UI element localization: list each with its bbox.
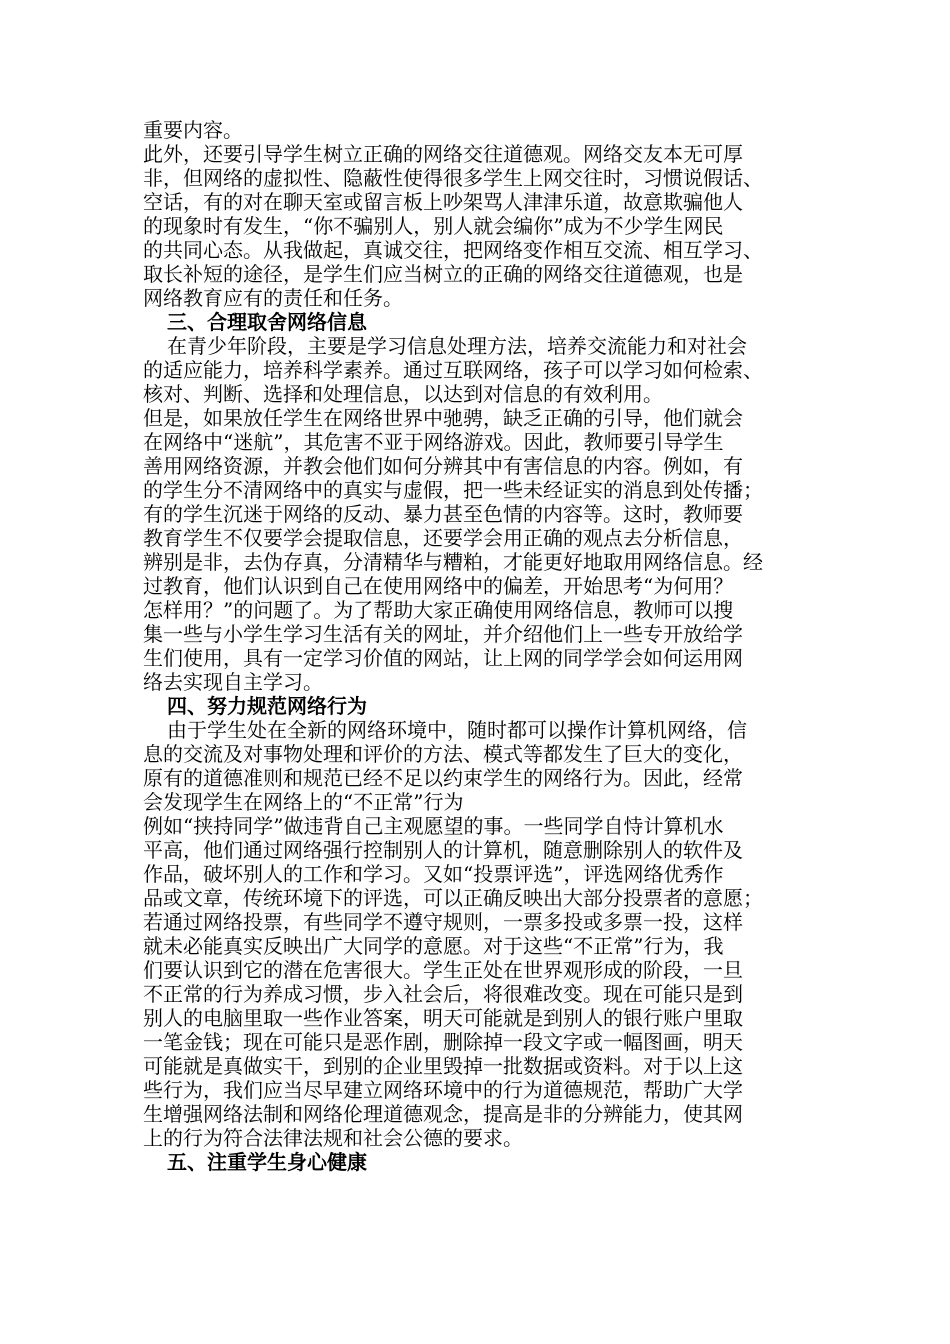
paragraph-line: 原有的道德准则和规范已经不足以约束学生的网络行为。因此，经常: [143, 766, 743, 790]
paragraph-line: 由于学生处在全新的网络环境中，随时都可以操作计算机网络，信: [167, 718, 747, 742]
paragraph-line: 空话，有的对在聊天室或留言板上吵架骂人津津乐道，故意欺骗他人: [143, 190, 743, 214]
paragraph-line: 的适应能力，培养科学素养。通过互联网络，孩子可以学习如何检索、: [143, 358, 763, 382]
paragraph-line: 例如“挟持同学”做违背自己主观愿望的事。一些同学自恃计算机水: [143, 814, 724, 838]
paragraph-line: 善用网络资源，并教会他们如何分辨其中有害信息的内容。例如，有: [143, 454, 743, 478]
paragraph-line: 怎样用？”的问题了。为了帮助大家正确使用网络信息，教师可以搜: [143, 598, 734, 622]
paragraph-line: 在网络中“迷航”，其危害不亚于网络游戏。因此，教师要引导学生: [143, 430, 724, 454]
paragraph-line: 不正常的行为养成习惯，步入社会后，将很难改变。现在可能只是到: [143, 982, 743, 1006]
paragraph-line: 但是，如果放任学生在网络世界中驰骋，缺乏正确的引导，他们就会: [143, 406, 743, 430]
paragraph-line: 就未必能真实反映出广大同学的意愿。对于这些“不正常”行为，我: [143, 934, 724, 958]
paragraph-line: 过教育，他们认识到自己在使用网络中的偏差，开始思考“为何用？: [143, 574, 734, 598]
document-page: [143, 118, 811, 1174]
paragraph-line: 品或文章，传统环境下的评选，可以正确反映出大部分投票者的意愿；: [143, 886, 763, 910]
section-heading: 五、注重学生身心健康: [167, 1150, 367, 1174]
paragraph-line: 会发现学生在网络上的“不正常”行为: [143, 790, 464, 814]
paragraph-line: 生们使用，具有一定学习价值的网站，让上网的同学学会如何运用网: [143, 646, 743, 670]
section-heading: 三、合理取舍网络信息: [167, 310, 367, 334]
paragraph-line: 别人的电脑里取一些作业答案，明天可能就是到别人的银行账户里取: [143, 1006, 743, 1030]
document-body: [143, 118, 811, 1174]
paragraph-line: 核对、判断、选择和处理信息，以达到对信息的有效利用。: [143, 382, 663, 406]
paragraph-line: 的共同心态。从我做起，真诚交往，把网络变作相互交流、相互学习、: [143, 238, 763, 262]
paragraph-line: 取长补短的途径，是学生们应当树立的正确的网络交往道德观，也是: [143, 262, 743, 286]
paragraph-line: 的现象时有发生，“你不骗别人，别人就会编你”成为不少学生网民: [143, 214, 724, 238]
paragraph-line: 上的行为符合法律法规和社会公德的要求。: [143, 1126, 523, 1150]
paragraph-line: 生增强网络法制和网络伦理道德观念，提高是非的分辨能力，使其网: [143, 1102, 743, 1126]
paragraph-line: 非，但网络的虚拟性、隐蔽性使得很多学生上网交往时，习惯说假话、: [143, 166, 763, 190]
paragraph-line: 网络教育应有的责任和任务。: [143, 286, 403, 310]
paragraph-line: 一笔金钱；现在可能只是恶作剧，删除掉一段文字或一幅图画，明天: [143, 1030, 743, 1054]
section-heading: 四、努力规范网络行为: [167, 694, 367, 718]
paragraph-line: 平高，他们通过网络强行控制别人的计算机，随意删除别人的软件及: [143, 838, 743, 862]
paragraph-line: 息的交流及对事物处理和评价的方法、模式等都发生了巨大的变化，: [143, 742, 743, 766]
paragraph-line: 此外，还要引导学生树立正确的网络交往道德观。网络交友本无可厚: [143, 142, 743, 166]
paragraph-line: 教育学生不仅要学会提取信息，还要学会用正确的观点去分析信息，: [143, 526, 743, 550]
paragraph-line: 辨别是非，去伪存真，分清精华与糟粕，才能更好地取用网络信息。经: [143, 550, 763, 574]
paragraph-line: 们要认识到它的潜在危害很大。学生正处在世界观形成的阶段，一旦: [143, 958, 743, 982]
paragraph-line: 重要内容。: [143, 118, 243, 142]
paragraph-line: 的学生分不清网络中的真实与虚假，把一些未经证实的消息到处传播；: [143, 478, 763, 502]
paragraph-line: 些行为，我们应当尽早建立网络环境中的行为道德规范，帮助广大学: [143, 1078, 743, 1102]
paragraph-line: 作品，破坏别人的工作和学习。又如“投票评选”，评选网络优秀作: [143, 862, 724, 886]
paragraph-line: 在青少年阶段，主要是学习信息处理方法，培养交流能力和对社会: [167, 334, 747, 358]
paragraph-line: 络去实现自主学习。: [143, 670, 323, 694]
paragraph-line: 可能就是真做实干，到别的企业里毁掉一批数据或资料。对于以上这: [143, 1054, 743, 1078]
paragraph-line: 集一些与小学生学习生活有关的网址，并介绍他们上一些专开放给学: [143, 622, 743, 646]
paragraph-line: 有的学生沉迷于网络的反动、暴力甚至色情的内容等。这时，教师要: [143, 502, 743, 526]
paragraph-line: 若通过网络投票，有些同学不遵守规则，一票多投或多票一投，这样: [143, 910, 743, 934]
